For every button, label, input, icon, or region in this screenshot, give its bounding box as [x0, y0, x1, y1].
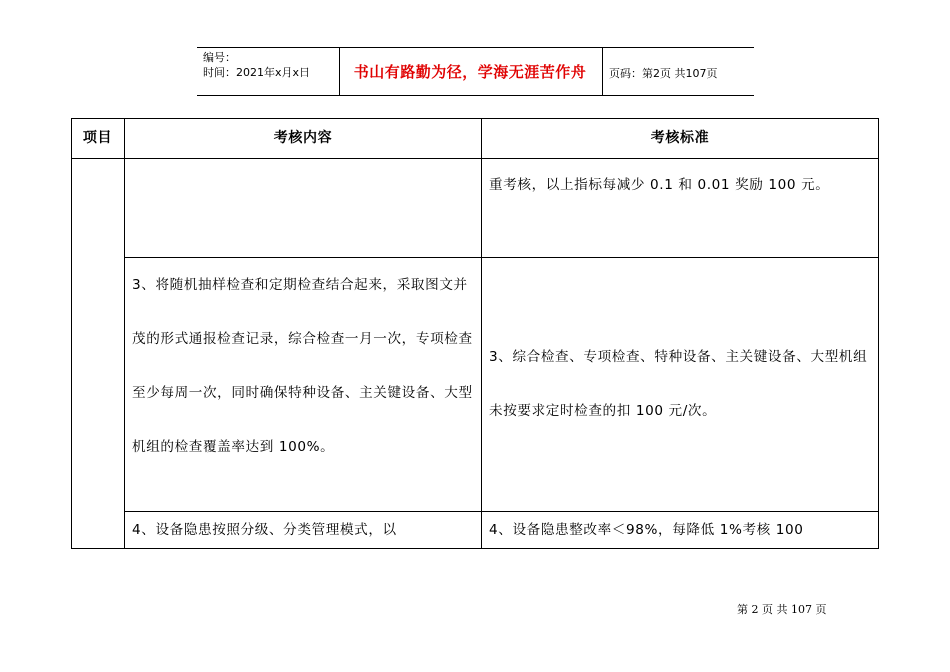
- table-border: [878, 118, 879, 549]
- page-footer: 第 2 页 共 107 页: [737, 603, 827, 616]
- header-bottom-rule: [197, 95, 754, 96]
- header-content: 考核内容: [273, 130, 333, 146]
- page-header: [197, 47, 754, 96]
- row1-standard: 重考核，以上指标每减少 0.1 和 0.01 奖励 100 元。: [489, 177, 830, 193]
- assessment-table: [71, 118, 879, 549]
- row2-standard: 3、综合检查、专项检查、特种设备、主关键设备、大型机组未按要求定时检查的扣 100 元/次。: [489, 349, 868, 419]
- header-divider: [602, 47, 603, 96]
- header-page-label: 页码：第2页 共107页: [609, 67, 718, 80]
- row2-content: 3、将随机抽样检查和定期检查结合起来，采取图文并茂的形式通报检查记录，综合检查一月一次，专项检查至少每周一次，同时确保特种设备、主关键设备、大型机组的检查覆盖率达到 100%。: [132, 277, 473, 455]
- time-label: 时间：2021年x月x日: [203, 66, 311, 79]
- number-label: 编号：: [203, 51, 236, 64]
- header-item: 项目: [82, 130, 113, 146]
- header-meta: [203, 50, 310, 80]
- table-border: [71, 548, 879, 549]
- header-top-rule: [197, 47, 754, 48]
- header-standard: 考核标准: [650, 130, 710, 146]
- row3-standard: 4、设备隐患整改率＜98%，每降低 1%考核 100: [489, 522, 804, 538]
- table-border: [71, 118, 72, 549]
- row3-content: 4、设备隐患按照分级、分类管理模式，以: [132, 522, 397, 538]
- column-divider: [481, 118, 482, 549]
- header-motto: 书山有路勤为径，学海无涯苦作舟: [353, 63, 587, 81]
- column-divider: [124, 118, 125, 549]
